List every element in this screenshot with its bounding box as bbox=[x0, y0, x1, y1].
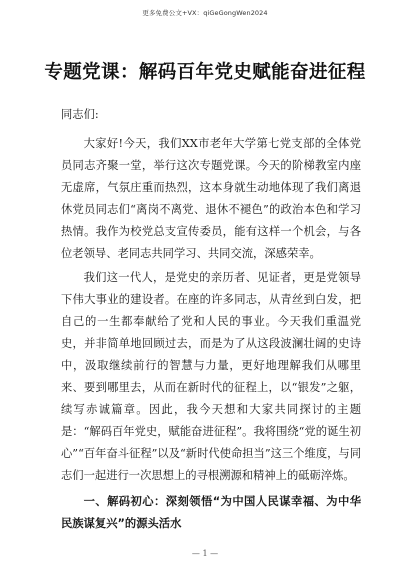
section-heading: 一、解码初心：深刻领悟“为中国人民谋幸福、为中华民族谋复兴”的源头活水 bbox=[61, 495, 361, 530]
page-number: — 1 — bbox=[191, 549, 219, 558]
paragraph-theme: 我们这一代人，是党史的亲历者、见证者，更是党领导下伟大事业的建设者。在座的许多同志，从青丝到白发，把自己的一生都奉献给了党和人民的事业。今天我们重温党史，并非简单地回顾过去，而是为了从这段波澜壮阔的史诗中，汲取继续前行的智慧与力量，更好地理解我们从哪里来、要到哪里去，从而在新时代的征程上，以“银发”之躯，续写赤诚篇章。因此，我今天想和大家共同探讨的主题是：“解码百年党史，赋能奋进征程”。我将围绕“党的诞生初心”“百年奋斗征程”以及“新时代使命担当”这三个维度，与同志们一起进行一次思想上的寻根溯源和精神上的砥砺淬炼。 bbox=[61, 271, 362, 482]
salutation: 同志们: bbox=[61, 108, 99, 121]
document-title: 专题党课：解码百年党史赋能奋进征程 bbox=[44, 62, 366, 83]
header-note: 更多免费公文+VX：qiGeGongWen2024 bbox=[142, 9, 268, 17]
paragraph-intro: 大家好!今天，我们XX市老年大学第七党支部的全体党员同志齐聚一堂，举行这次专题党课。今天的阶梯教室内座无虚席，气氛庄重而热烈，这本身就生动地体现了我们离退休党员同志们“离岗不离党、退休不褪色”的政治本色和学习热情。我作为校党总支宣传委员，能有这样一个机会，与各位老领导、老同志共同学习、共同交流，深感荣幸。 bbox=[61, 137, 361, 260]
document-body bbox=[61, 104, 361, 535]
